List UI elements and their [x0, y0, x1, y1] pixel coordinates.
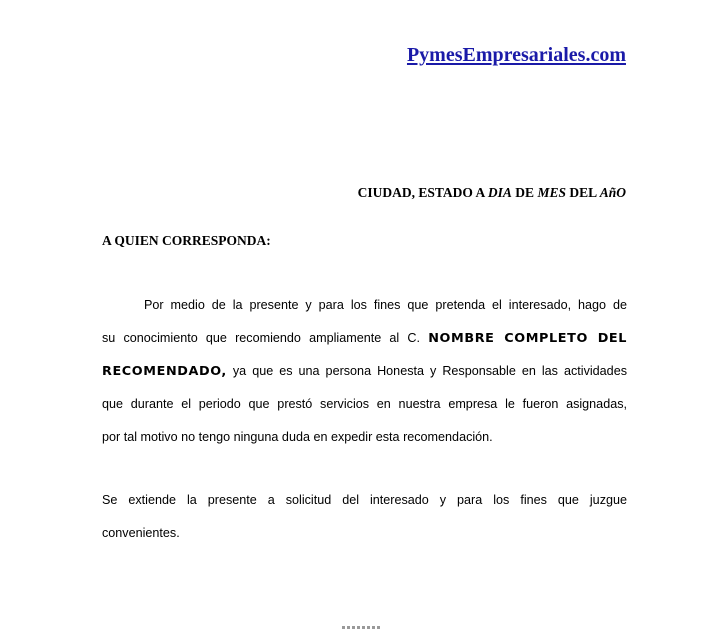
recommended-name: NOMBRE COMPLETO DEL — [428, 331, 627, 346]
date-prefix: CIUDAD, ESTADO A — [357, 185, 488, 200]
paragraph-line — [102, 361, 627, 394]
salutation: A QUIEN CORRESPONDA: — [102, 233, 271, 248]
line-text: ya que es una persona Honesta y Responsable en las actividades — [232, 364, 627, 378]
date-day: DIA — [487, 185, 512, 200]
paragraph-line — [102, 328, 627, 361]
body-paragraph-1 — [102, 295, 627, 460]
date-year: AñO — [599, 185, 626, 200]
cut-off-footer-mark — [342, 624, 382, 630]
line-text: su conocimiento que recomiendo ampliamente al C. — [102, 331, 421, 345]
date-line — [358, 185, 626, 201]
paragraph-line: por tal motivo no tengo ninguna duda en expedir esta recomendación. — [102, 430, 493, 444]
date-del: DEL — [565, 185, 600, 200]
recommended-name: RECOMENDADO, — [102, 364, 227, 379]
site-link[interactable]: PymesEmpresariales.com — [406, 44, 626, 66]
paragraph-line: convenientes. — [102, 526, 180, 540]
paragraph-line: Se extiende la presente a solicitud del interesado y para los fines que juzgue — [102, 493, 627, 507]
date-month: MES — [537, 185, 566, 200]
body-paragraph-2 — [102, 490, 627, 556]
date-de: DE — [511, 185, 538, 200]
paragraph-line: que durante el periodo que prestó servicios en nuestra empresa le fueron asignadas, — [102, 397, 627, 411]
paragraph-line: Por medio de la presente y para los fines que pretenda el interesado, hago de — [144, 298, 627, 312]
